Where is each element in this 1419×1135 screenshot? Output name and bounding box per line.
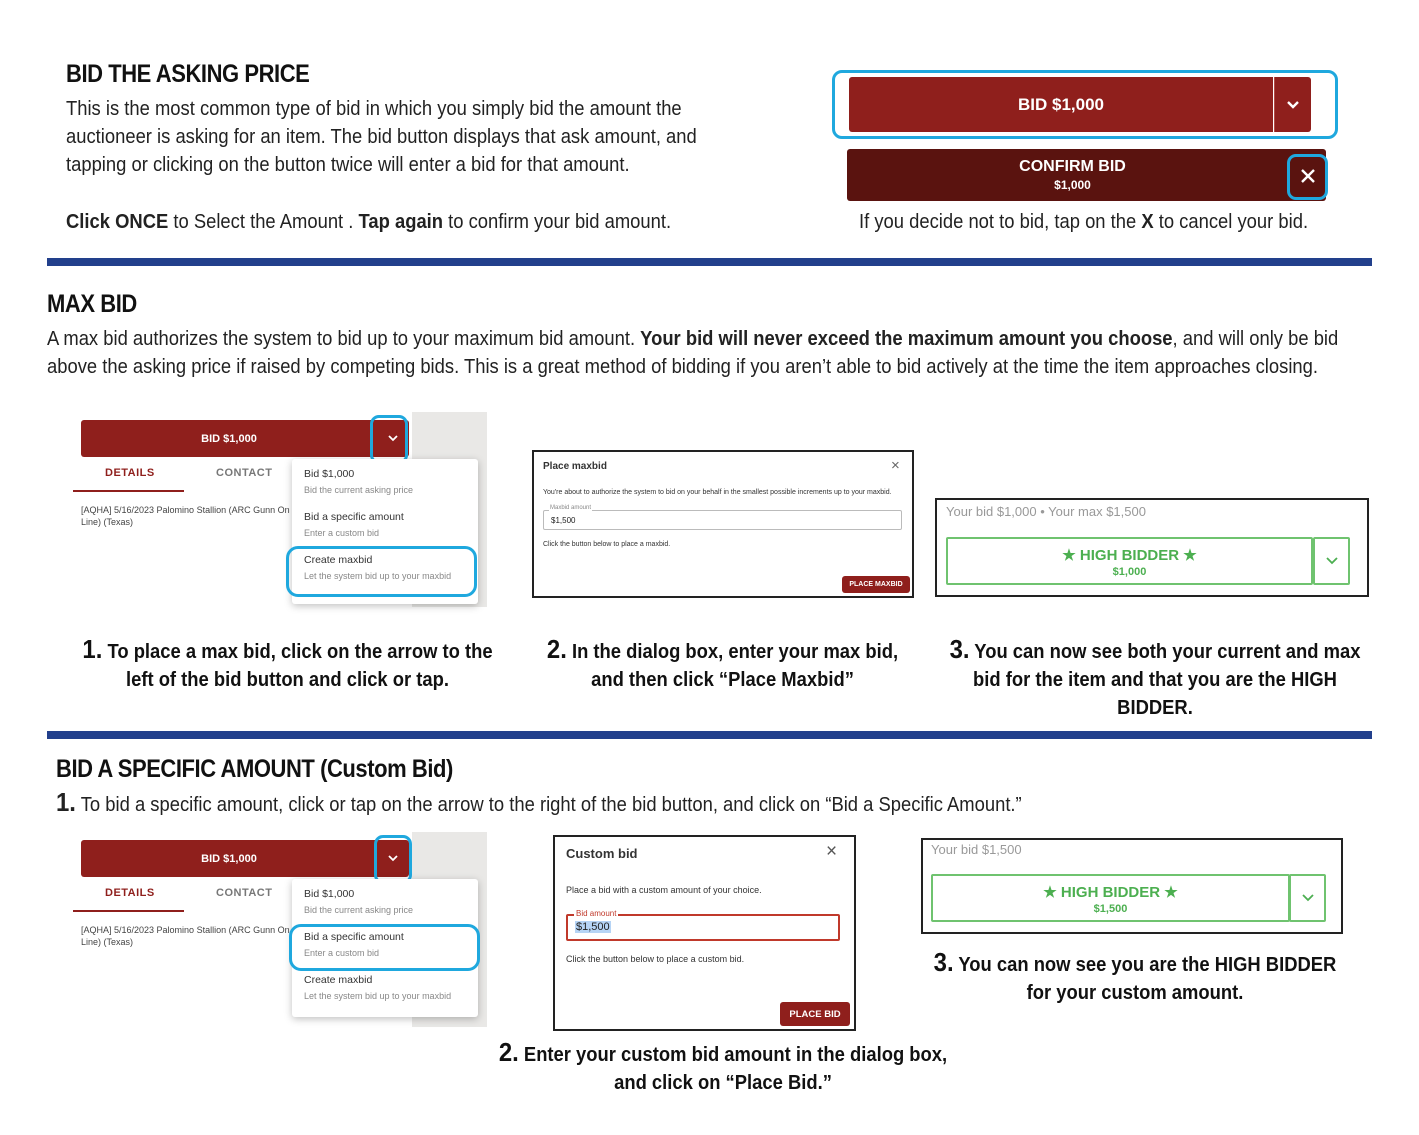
maxbid-high-bidder-panel	[935, 498, 1369, 597]
menu-item-sub: Enter a custom bid	[304, 948, 380, 958]
custom-panel-bid-button[interactable]	[81, 840, 377, 877]
section-divider-2	[47, 731, 1372, 739]
dialog-description: You're about to authorize the system to bid on your behalf in the smallest possible increments up to your maxbid.	[543, 489, 892, 496]
chevron-down-icon	[1286, 100, 1300, 110]
step-text: To bid a specific amount, click or tap on the arrow to the right of the bid button, and click on “Bid a Specific Amount.”	[75, 794, 1022, 816]
dialog-close-icon[interactable]: ×	[826, 841, 838, 862]
field-label: Bid amount	[576, 909, 617, 918]
custom-step-1	[56, 788, 1022, 819]
field-label: Maxbid amount	[550, 505, 592, 511]
menu-item-title: Bid a specific amount	[304, 931, 404, 943]
menu-item-sub: Bid the current asking price	[304, 905, 414, 915]
place-bid-label: PLACE BID	[789, 1008, 841, 1020]
create-maxbid-callout	[286, 546, 477, 597]
step-number: 1.	[56, 787, 76, 817]
bid-dropdown-button[interactable]	[1274, 77, 1311, 132]
high-bidder-label: ★ HIGH BIDDER ★	[1062, 547, 1197, 564]
custom-heading: BID A SPECIFIC AMOUNT (Custom Bid)	[56, 755, 453, 783]
asking-paragraph: This is the most common type of bid in which you simply bid the amount the auctioneer is asking for an item. The bid button displays that ask amount, and tapping or clicking on the button twice will enter a bid for that amount.	[66, 98, 697, 176]
step-number: 2.	[546, 634, 567, 664]
item-description: [AQHA] 5/16/2023 Palomino Stallion (ARC Gunn On Line) (Texas)	[81, 925, 290, 947]
menu-item-title: Bid $1,000	[304, 468, 355, 480]
high-bidder-button[interactable]	[931, 874, 1290, 922]
maxbid-para-bold: Your bid will never exceed the maximum amount you choose	[640, 328, 1173, 350]
chevron-down-icon	[1326, 557, 1338, 565]
chevron-down-icon	[1302, 894, 1314, 902]
custom-panel-bid-label: BID $1,000	[201, 852, 257, 865]
maxbid-step-3	[948, 635, 1362, 722]
maxbid-panel-bid-label: BID $1,000	[201, 432, 257, 445]
tap-again-label: Tap again	[358, 211, 444, 233]
step-number: 2.	[498, 1037, 519, 1067]
high-bidder-button[interactable]	[946, 537, 1313, 585]
maxbid-heading: MAX BID	[47, 290, 137, 318]
high-bidder-amount: $1,000	[1112, 566, 1147, 578]
section-divider-1	[47, 258, 1372, 266]
field-value: $1,500	[576, 921, 610, 933]
maxbid-step-1	[69, 635, 506, 694]
tab-details-underline	[73, 490, 184, 492]
dialog-close-icon[interactable]: ×	[891, 457, 900, 474]
maxbid-menu-screenshot	[72, 412, 487, 607]
dialog-title: Custom bid	[566, 846, 638, 861]
cancel-text-post: to cancel your bid.	[1153, 211, 1309, 233]
menu-item-sub: Let the system bid up to your maxbid	[304, 991, 452, 1001]
asking-instruction	[66, 208, 756, 236]
bid-status-text: Your bid $1,000 • Your max $1,500	[946, 504, 1146, 519]
custom-step-2	[498, 1038, 949, 1097]
tab-details[interactable]: DETAILS	[105, 887, 155, 899]
tap-again-rest: to confirm your bid amount.	[443, 211, 672, 233]
menu-item-title: Bid a specific amount	[304, 511, 404, 523]
custom-menu-screenshot	[72, 832, 487, 1027]
tab-details-underline	[73, 910, 184, 912]
menu-item-sub: Enter a custom bid	[304, 528, 380, 538]
asking-heading: BID THE ASKING PRICE	[66, 60, 310, 88]
menu-item-title: Create maxbid	[304, 554, 373, 566]
bid-specific-callout	[289, 924, 480, 971]
step-number: 1.	[82, 634, 103, 664]
close-icon	[1300, 168, 1316, 184]
step-text: You can now see both your current and max bid for the item and that you are the HIGH BIDDER.	[969, 641, 1361, 719]
bid-amount-field[interactable]	[566, 909, 840, 941]
dialog-hint: Click the button below to place a maxbid.	[543, 541, 671, 548]
high-bidder-amount: $1,500	[1093, 903, 1128, 915]
menu-item-create-maxbid[interactable]	[292, 974, 451, 1001]
confirm-bid-amount: $1,000	[1054, 178, 1091, 192]
tab-contact[interactable]: CONTACT	[216, 467, 273, 479]
custom-high-bidder-panel	[921, 838, 1343, 934]
step-text: Enter your custom bid amount in the dialog box, and click on “Place Bid.”	[518, 1044, 948, 1094]
maxbid-step-2	[545, 635, 899, 694]
high-bidder-dropdown[interactable]	[1313, 537, 1350, 585]
cancel-instruction	[859, 208, 1308, 236]
step-text: To place a max bid, click on the arrow to the left of the bid button and click or tap.	[102, 641, 493, 691]
menu-item-bid-specific[interactable]	[292, 511, 404, 538]
menu-item-title: Bid $1,000	[304, 888, 355, 900]
dialog-hint: Click the button below to place a custom bid.	[566, 954, 745, 964]
maxbid-para-post: , and will only be bid above the asking price if raised by competing bids. This is a great method of bidding if you aren’t able to bid actively at the time the item approaches closing.	[47, 328, 1339, 378]
maxbid-description	[47, 325, 1340, 381]
dialog-title: Place maxbid	[543, 461, 607, 472]
field-value: $1,500	[551, 516, 576, 525]
step-number: 3.	[933, 947, 954, 977]
step-text: You can now see you are the HIGH BIDDER for your custom amount.	[953, 954, 1337, 1004]
item-description: [AQHA] 5/16/2023 Palomino Stallion (ARC Gunn On Line) (Texas)	[81, 505, 290, 527]
dialog-description: Place a bid with a custom amount of your choice.	[566, 885, 762, 895]
cancel-text-pre: If you decide not to bid, tap on the	[859, 211, 1142, 233]
high-bidder-dropdown[interactable]	[1289, 874, 1326, 922]
tab-contact[interactable]: CONTACT	[216, 887, 273, 899]
menu-item-bid-asking[interactable]	[292, 888, 413, 915]
menu-item-sub: Let the system bid up to your maxbid	[304, 571, 452, 581]
confirm-bid-button[interactable]	[847, 149, 1326, 201]
click-once-label: Click ONCE	[66, 211, 169, 233]
maxbid-amount-field[interactable]	[543, 505, 902, 530]
tab-details[interactable]: DETAILS	[105, 467, 155, 479]
place-maxbid-button[interactable]	[842, 576, 910, 593]
step-text: In the dialog box, enter your max bid, and then click “Place Maxbid”	[566, 641, 899, 691]
confirm-bid-label: CONFIRM BID	[1019, 158, 1126, 175]
menu-item-title: Create maxbid	[304, 974, 373, 986]
step-number: 3.	[949, 634, 970, 664]
click-once-rest: to Select the Amount .	[168, 211, 359, 233]
cancel-text-x: X	[1141, 211, 1154, 233]
custom-step-3	[933, 948, 1338, 1007]
bid-status-text: Your bid $1,500	[931, 842, 1022, 857]
maxbid-dropdown-callout	[370, 415, 408, 464]
place-maxbid-label: PLACE MAXBID	[849, 581, 903, 588]
place-bid-button[interactable]	[780, 1002, 850, 1026]
maxbid-panel-bid-button[interactable]	[81, 420, 377, 457]
maxbid-para-pre: A max bid authorizes the system to bid up to your maximum bid amount.	[47, 328, 641, 350]
bid-button[interactable]	[849, 77, 1273, 132]
menu-item-bid-asking[interactable]	[292, 468, 413, 495]
asking-description	[66, 95, 724, 179]
high-bidder-label: ★ HIGH BIDDER ★	[1043, 884, 1178, 901]
place-maxbid-dialog	[532, 450, 914, 598]
custom-bid-dialog	[553, 835, 856, 1031]
cancel-bid-button[interactable]	[1294, 162, 1322, 190]
custom-dropdown-callout	[374, 835, 412, 884]
bid-button-label: BID $1,000	[1018, 94, 1104, 114]
menu-item-sub: Bid the current asking price	[304, 485, 414, 495]
